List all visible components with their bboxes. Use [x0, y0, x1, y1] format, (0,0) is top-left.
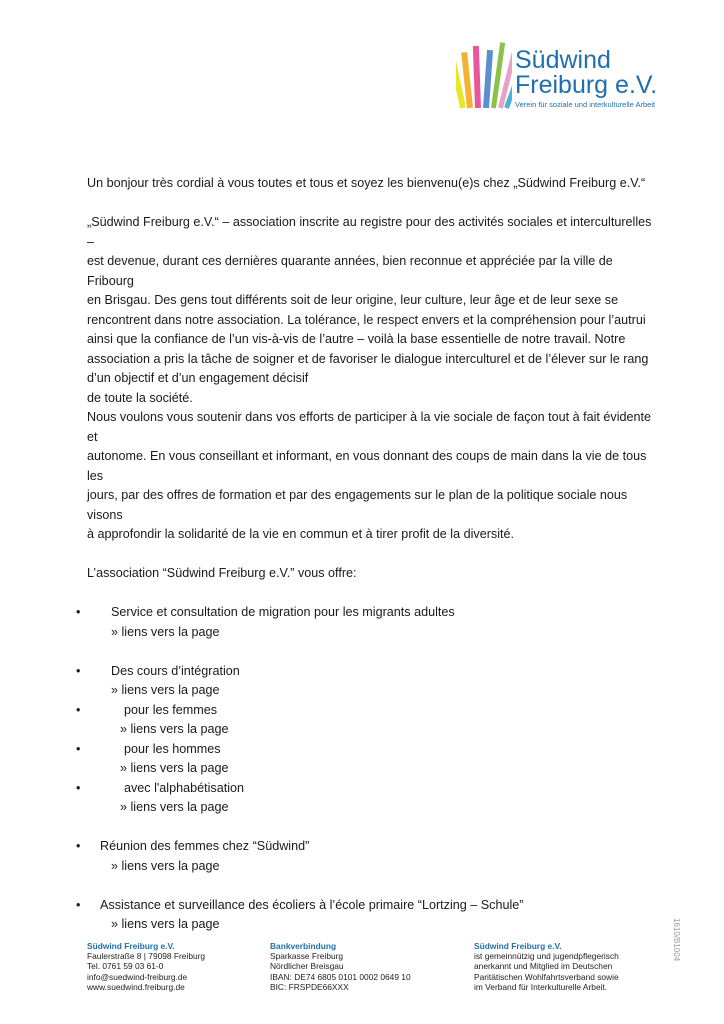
intro-line: en Brisgau. Des gens tout différents soit de leur origine, leur culture, leur âge et de leur sexe se: [87, 293, 619, 307]
bullet: •: [76, 663, 81, 678]
logo-bars-icon: [456, 38, 512, 112]
service-item: [76, 837, 655, 857]
service-item: [76, 603, 655, 623]
intro-line: jours, par des offres de formation et par des engagements sur le plan de la politique sociale nous visons: [87, 488, 628, 522]
greeting: Un bonjour très cordial à vous toutes et tous et soyez les bienvenu(e)s chez „Südwind Freiburg e.V.“: [87, 176, 646, 190]
footer-website[interactable]: www.suedwind.freiburg.de: [87, 981, 185, 992]
sub-service-link[interactable]: » liens vers la page: [120, 761, 229, 775]
service-link[interactable]: » liens vers la page: [111, 858, 220, 873]
offer-intro: L’association “Südwind Freiburg e.V.” vous offre:: [87, 566, 357, 580]
logo-tagline: Verein für soziale und interkulturelle Arbeit: [515, 100, 656, 109]
footer-heading: Bankverbindung: [270, 941, 337, 951]
service-label: Assistance et surveillance des écoliers à l’école primaire “Lortzing – Schule”: [100, 897, 524, 912]
bullet: •: [76, 702, 81, 717]
intro-line: rencontrent dans notre association. La tolérance, le respect envers et la compréhension pour l’autrui: [87, 312, 646, 327]
footer-line: ist gemeinnützig und jugendpflegerisch: [474, 951, 619, 962]
footer-line: anerkannt und Mitglied im Deutschen: [474, 961, 613, 972]
intro-paragraph: [87, 213, 655, 545]
sub-service-link[interactable]: » liens vers la page: [120, 800, 229, 814]
logo-bar: [473, 46, 481, 108]
sub-service-item: [76, 779, 655, 799]
intro-line: est devenue, durant ces dernières quarante années, bien reconnue et appréciée par la ville de Fribourg: [87, 254, 613, 288]
sub-service-link[interactable]: » liens vers la page: [120, 722, 229, 736]
bullet: •: [76, 605, 81, 619]
service-link[interactable]: » liens vers la page: [111, 624, 220, 639]
sub-service-label: pour les femmes: [124, 702, 218, 717]
footer-heading: Südwind Freiburg e.V.: [87, 941, 175, 951]
bullet: •: [76, 741, 81, 756]
service-label: Réunion des femmes chez “Südwind”: [100, 839, 310, 853]
reference-code: 1610/B1004: [672, 918, 681, 962]
intro-line: „Südwind Freiburg e.V.“ – association inscrite au registre pour des activités sociales et interculturelles –: [87, 215, 652, 249]
bullet: •: [76, 839, 81, 853]
logo-name-line2: Freiburg e.V.: [515, 71, 658, 99]
footer-status: [474, 941, 619, 992]
intro-line: association a pris la tâche de soigner et de favoriser le dialogue interculturel et de l’élever sur le rang: [87, 351, 649, 366]
sub-service-item: [76, 740, 655, 760]
service-link[interactable]: » liens vers la page: [111, 683, 220, 697]
sub-service-item: [76, 701, 655, 721]
intro-line: à approfondir la solidarité de la vie en commun et à tirer profit de la diversité.: [87, 527, 515, 541]
service-label: Des cours d’intégration: [111, 663, 240, 678]
footer-line: Faulerstraße 8 | 79098 Freiburg: [87, 951, 206, 962]
intro-line: Nous voulons vous soutenir dans vos efforts de participer à la vie sociale de façon tout à fait évidente et: [87, 410, 652, 444]
intro-line: autonome. En vous conseillant et informant, en vous donnant des coups de main dans la vie de tous les: [87, 449, 647, 483]
bullet: •: [76, 780, 81, 795]
footer-line: im Verband für Interkulturelle Arbeit.: [474, 981, 608, 992]
logo-name-line1: Südwind: [515, 46, 611, 74]
sub-service-label: avec l'alphabétisation: [124, 780, 245, 795]
bullet: •: [76, 897, 81, 912]
intro-line: ainsi que la confiance de l’un vis-à-vis de l’autre – voilà la base essentielle de notre travail. Notre: [87, 332, 626, 346]
intro-line: d’un objectif et d’un engagement décisif: [87, 371, 309, 385]
sub-service-label: pour les hommes: [124, 741, 221, 756]
footer-line: Tel. 0761 59 03 61-0: [87, 961, 164, 972]
footer-line: Sparkasse Freiburg: [270, 951, 344, 962]
footer-line: Paritätischen Wohlfahrtsverband sowie: [474, 971, 619, 982]
intro-line: de toute la société.: [87, 390, 193, 405]
service-item: [76, 896, 655, 916]
footer-line: BIC: FRSPDE66XXX: [270, 981, 349, 992]
service-item: [76, 662, 655, 682]
footer-bank: [270, 941, 411, 992]
logo: [456, 38, 656, 112]
footer-address: [87, 941, 205, 992]
footer-heading: Südwind Freiburg e.V.: [474, 941, 562, 951]
footer-email[interactable]: info@suedwind-freiburg.de: [87, 971, 188, 982]
letter-body: [76, 174, 655, 935]
logo-bar: [483, 50, 493, 108]
footer-line: IBAN: DE74 6805 0101 0002 0649 10: [270, 971, 411, 982]
footer-line: Nördlicher Breisgau: [270, 961, 344, 972]
service-link[interactable]: » liens vers la page: [111, 917, 220, 931]
service-label: Service et consultation de migration pour les migrants adultes: [111, 605, 455, 619]
